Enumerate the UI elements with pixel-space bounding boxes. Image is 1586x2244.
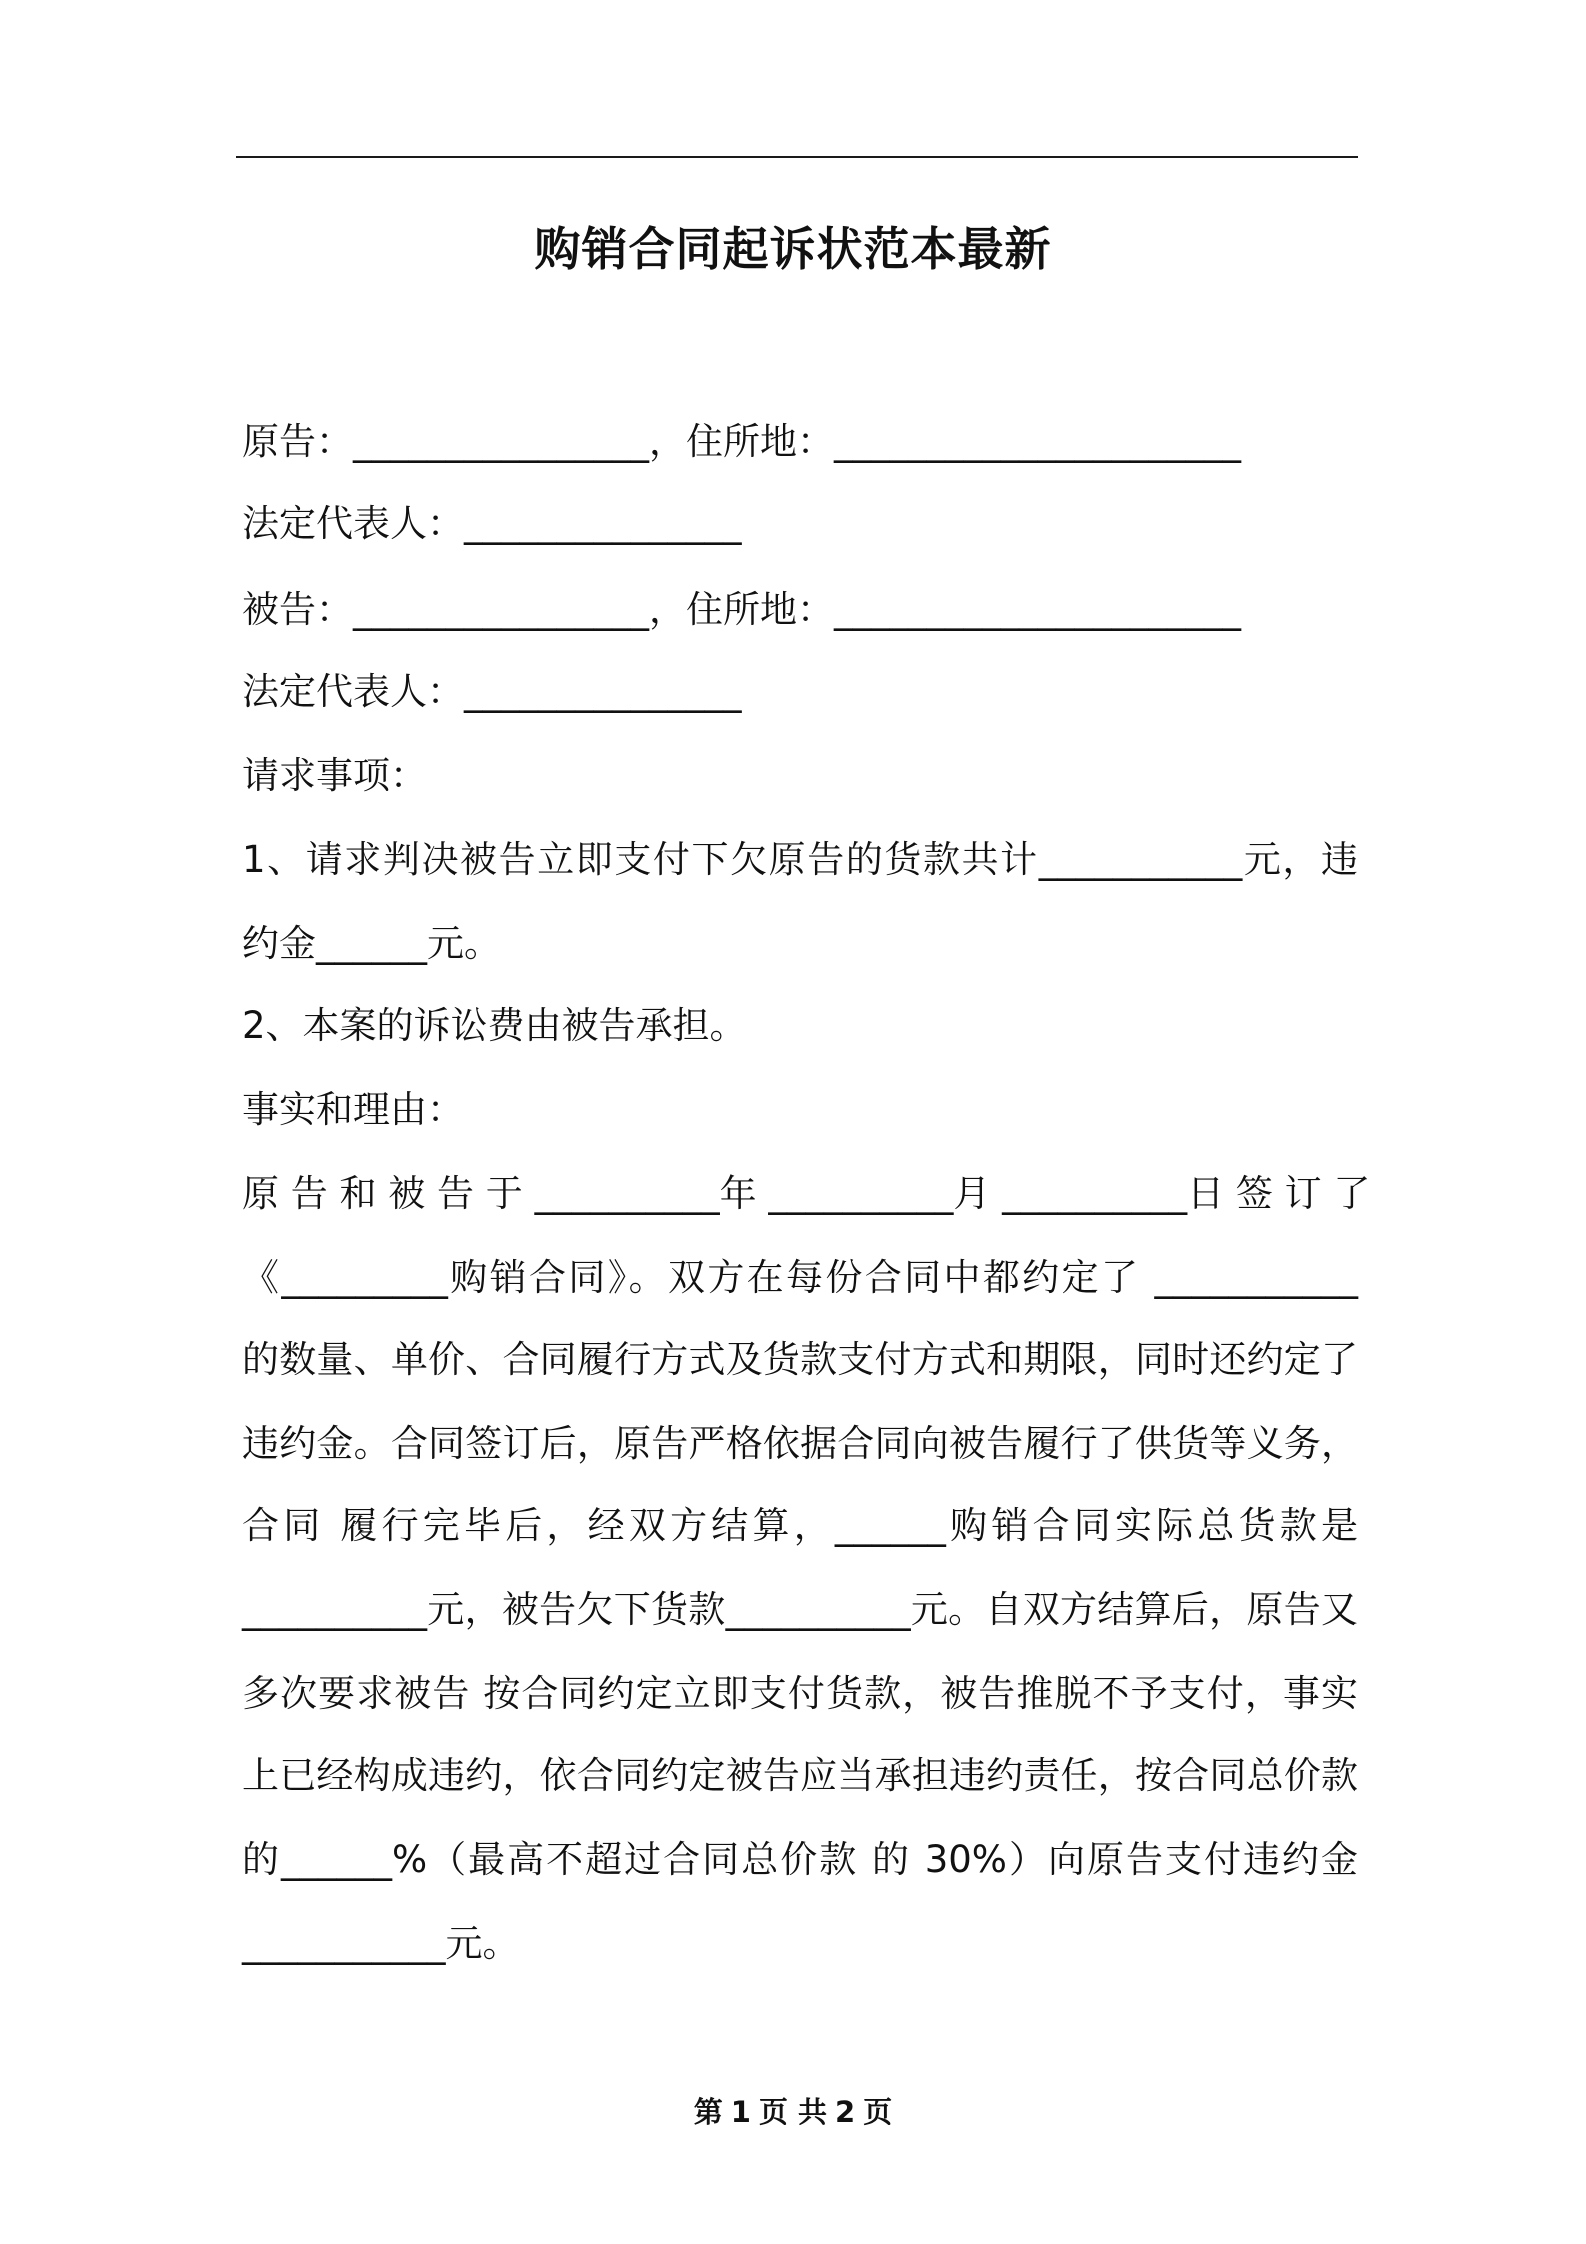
- facts-line-2: 《_________购销合同》。双方在每份合同中都约定了 ___________: [242, 1256, 1358, 1299]
- header-rule: [236, 156, 1358, 158]
- page-footer: [0, 2092, 1586, 2132]
- defendant-representative-line: 法定代表人：_______________: [242, 670, 742, 713]
- facts-line-8: 上已经构成违约，依合同约定被告应当承担违约责任，按合同总价款: [242, 1754, 1358, 1797]
- claim-1-line-2: 约金______元。: [242, 922, 501, 965]
- facts-line-5: 合同 履行完毕后，经双方结算，______购销合同实际总货款是: [242, 1504, 1358, 1547]
- facts-line-7: 多次要求被告 按合同约定立即支付货款，被告推脱不予支付，事实: [242, 1672, 1358, 1715]
- facts-line-3: 的数量、单价、合同履行方式及货款支付方式和期限，同时还约定了: [242, 1338, 1358, 1381]
- document-title: 购销合同起诉状范本最新: [534, 222, 1052, 276]
- facts-heading: 事实和理由：: [242, 1088, 464, 1131]
- claims-heading: 请求事项：: [242, 754, 427, 797]
- page-prefix: 第: [693, 2095, 723, 2129]
- page-suffix: 页: [863, 2095, 893, 2129]
- plaintiff-line: 原告：________________，住所地：______________________: [242, 420, 1241, 463]
- facts-line-6: __________元，被告欠下货款__________元。自双方结算后，原告又: [242, 1588, 1358, 1631]
- facts-line-4: 违约金。合同签订后，原告严格依据合同向被告履行了供货等义务，: [242, 1422, 1358, 1465]
- claim-1-line-1: 1、请求判决被告立即支付下欠原告的货款共计___________元，违: [242, 838, 1358, 881]
- claim-2: 2、本案的诉讼费由被告承担。: [242, 1004, 747, 1047]
- facts-line-1: 原 告 和 被 告 于 __________年 __________月 __________日 签 订 了: [242, 1172, 1371, 1215]
- facts-line-10: ___________元。: [242, 1922, 520, 1965]
- facts-line-9: 的______%（最高不超过合同总价款 的 30%）向原告支付违约金: [242, 1838, 1358, 1881]
- defendant-line: 被告：________________，住所地：______________________: [242, 588, 1241, 631]
- page-number: 1: [730, 2095, 751, 2129]
- page-total: 2: [835, 2095, 856, 2129]
- page-mid: 页 共: [758, 2095, 828, 2129]
- plaintiff-representative-line: 法定代表人：_______________: [242, 502, 742, 545]
